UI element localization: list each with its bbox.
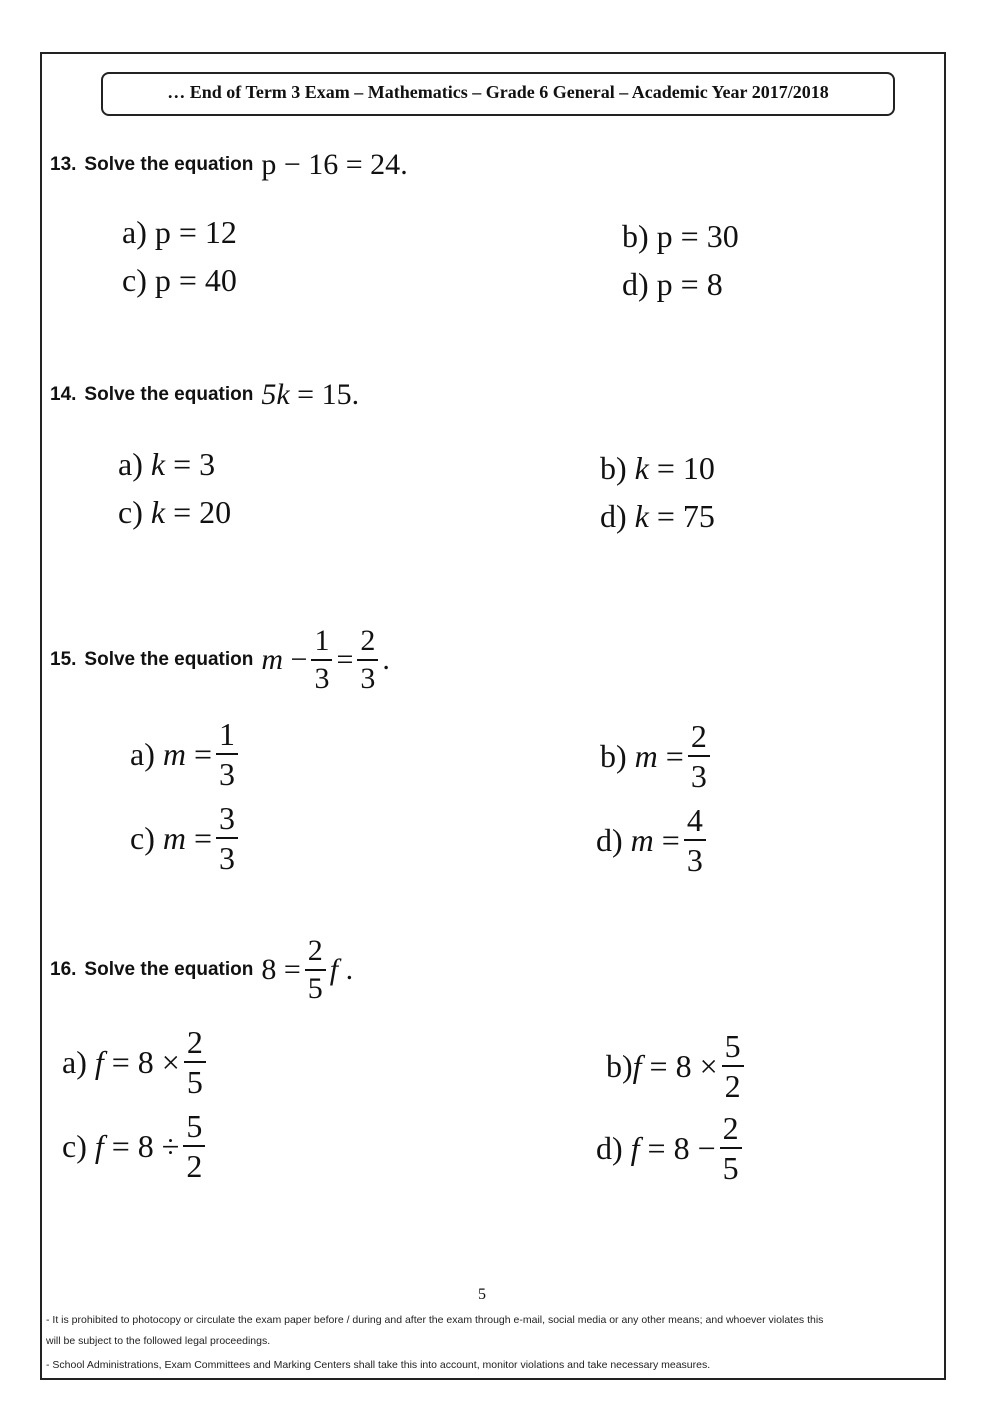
denominator: 3 bbox=[219, 840, 236, 876]
option-label: c) bbox=[62, 1127, 87, 1164]
option-value: = 10 bbox=[656, 450, 715, 486]
option-b[interactable] bbox=[600, 450, 715, 487]
equation-period: . bbox=[382, 643, 390, 676]
question-equation bbox=[261, 936, 353, 1004]
option-b[interactable] bbox=[606, 1030, 748, 1102]
minus-sign: − bbox=[290, 643, 308, 676]
denominator: 3 bbox=[686, 842, 703, 878]
question-prompt: Solve the equation bbox=[84, 384, 254, 405]
denominator: 5 bbox=[722, 1150, 739, 1186]
denominator: 3 bbox=[314, 662, 330, 695]
option-c[interactable] bbox=[118, 494, 231, 531]
fraction bbox=[184, 1026, 206, 1098]
numerator: 2 bbox=[184, 1026, 206, 1063]
question-number: 14. bbox=[50, 384, 77, 405]
equals-sign: = bbox=[193, 819, 213, 856]
option-expression: = 8 ÷ bbox=[111, 1127, 180, 1164]
option-c[interactable] bbox=[62, 1110, 209, 1182]
denominator: 2 bbox=[186, 1148, 203, 1184]
option-b[interactable] bbox=[600, 720, 714, 792]
equation-rhs: = 15 bbox=[297, 378, 352, 411]
question-number: 13. bbox=[50, 154, 77, 175]
equals-sign: = bbox=[193, 735, 213, 772]
denominator: 5 bbox=[307, 972, 323, 1005]
option-b[interactable]: b) p = 30 bbox=[622, 218, 739, 254]
denominator: 3 bbox=[360, 662, 376, 695]
equation-variable: f bbox=[329, 953, 339, 986]
option-variable: f bbox=[94, 1127, 104, 1164]
equation-period: . bbox=[351, 378, 360, 411]
numerator: 2 bbox=[720, 1112, 742, 1149]
question-14 bbox=[50, 378, 359, 412]
fraction bbox=[305, 936, 326, 1004]
option-label: c) bbox=[118, 494, 143, 530]
numerator: 2 bbox=[357, 626, 378, 661]
option-variable: m bbox=[162, 819, 186, 856]
option-a[interactable] bbox=[118, 446, 215, 483]
option-label: a) bbox=[130, 735, 155, 772]
option-c[interactable] bbox=[130, 802, 242, 874]
option-variable: f bbox=[630, 1129, 640, 1166]
equals-sign: = bbox=[336, 643, 354, 676]
denominator: 3 bbox=[690, 758, 707, 794]
option-d[interactable] bbox=[596, 804, 710, 876]
fraction bbox=[183, 1110, 205, 1182]
question-16 bbox=[50, 936, 353, 1004]
option-expression: = 8 − bbox=[647, 1129, 716, 1166]
option-variable: m bbox=[630, 821, 654, 858]
option-label: c) bbox=[130, 819, 155, 856]
numerator: 1 bbox=[216, 718, 238, 755]
fraction bbox=[720, 1112, 742, 1184]
option-value: = 20 bbox=[173, 494, 232, 530]
option-label: d) bbox=[596, 1129, 623, 1166]
equals-sign: = bbox=[661, 821, 680, 858]
fraction bbox=[216, 718, 238, 790]
fraction bbox=[722, 1030, 744, 1102]
equation-lhs: 5k bbox=[261, 378, 290, 411]
option-variable: k bbox=[150, 494, 166, 530]
option-variable: f bbox=[94, 1043, 104, 1080]
footer-note-1-line-1: - It is prohibited to photocopy or circulate the exam paper before / during and after the exam through e-mail, social media or any other means; and whoever violates this bbox=[46, 1314, 824, 1326]
option-label: b) bbox=[606, 1047, 633, 1084]
denominator: 3 bbox=[219, 756, 236, 792]
numerator: 5 bbox=[722, 1030, 744, 1067]
option-variable: k bbox=[150, 446, 166, 482]
numerator: 2 bbox=[688, 720, 710, 757]
equals-sign: = bbox=[665, 737, 684, 774]
footer-note-2: - School Administrations, Exam Committees and Marking Centers shall take this into account, monitor violations and take necessary measures. bbox=[46, 1359, 711, 1371]
option-label: a) bbox=[118, 446, 143, 482]
option-c[interactable]: c) p = 40 bbox=[122, 262, 237, 298]
fraction bbox=[216, 802, 238, 874]
option-expression: = 8 × bbox=[111, 1043, 180, 1080]
fraction bbox=[688, 720, 710, 792]
option-label: b) bbox=[600, 737, 627, 774]
question-equation bbox=[261, 378, 359, 412]
option-a[interactable] bbox=[62, 1026, 210, 1098]
numerator: 1 bbox=[311, 626, 332, 661]
numerator: 2 bbox=[305, 936, 326, 971]
question-prompt: Solve the equation bbox=[84, 649, 254, 670]
option-a[interactable]: a) p = 12 bbox=[122, 214, 237, 250]
option-variable: f bbox=[632, 1047, 642, 1084]
question-equation bbox=[261, 626, 390, 694]
numerator: 4 bbox=[684, 804, 706, 841]
option-value: = 75 bbox=[656, 498, 715, 534]
page-number: 5 bbox=[478, 1286, 486, 1303]
option-expression: = 8 × bbox=[649, 1047, 718, 1084]
exam-header: … End of Term 3 Exam – Mathematics – Grade 6 General – Academic Year 2017/2018 bbox=[101, 72, 895, 116]
fraction bbox=[684, 804, 706, 876]
question-number: 16. bbox=[50, 959, 77, 980]
equation-period: . bbox=[345, 953, 354, 986]
question-15 bbox=[50, 626, 390, 694]
option-label: d) bbox=[596, 821, 623, 858]
option-variable: m bbox=[162, 735, 186, 772]
option-d[interactable] bbox=[600, 498, 715, 535]
question-number: 15. bbox=[50, 649, 77, 670]
option-a[interactable] bbox=[130, 718, 242, 790]
option-variable: k bbox=[634, 450, 649, 486]
fraction bbox=[357, 626, 378, 694]
numerator: 3 bbox=[216, 802, 238, 839]
option-value: = 3 bbox=[173, 446, 216, 482]
equation-text: p − 16 = 24 bbox=[261, 148, 401, 181]
question-prompt: Solve the equation bbox=[84, 154, 254, 175]
numerator: 5 bbox=[183, 1110, 205, 1147]
equation-period: . bbox=[400, 148, 408, 181]
option-d[interactable] bbox=[596, 1112, 746, 1184]
option-d[interactable]: d) p = 8 bbox=[622, 266, 723, 302]
question-prompt: Solve the equation bbox=[84, 959, 254, 980]
option-variable: k bbox=[634, 498, 649, 534]
equation-lhs: 8 = bbox=[261, 953, 301, 986]
option-label: b) bbox=[600, 450, 627, 486]
fraction bbox=[311, 626, 332, 694]
question-equation bbox=[261, 148, 407, 182]
denominator: 5 bbox=[186, 1064, 203, 1100]
option-label: a) bbox=[62, 1043, 87, 1080]
option-variable: m bbox=[634, 737, 658, 774]
footer-note-1-line-2: will be subject to the followed legal proceedings. bbox=[46, 1335, 271, 1347]
option-label: d) bbox=[600, 498, 627, 534]
question-13 bbox=[50, 148, 408, 182]
equation-variable: m bbox=[261, 643, 284, 676]
denominator: 2 bbox=[724, 1068, 741, 1104]
